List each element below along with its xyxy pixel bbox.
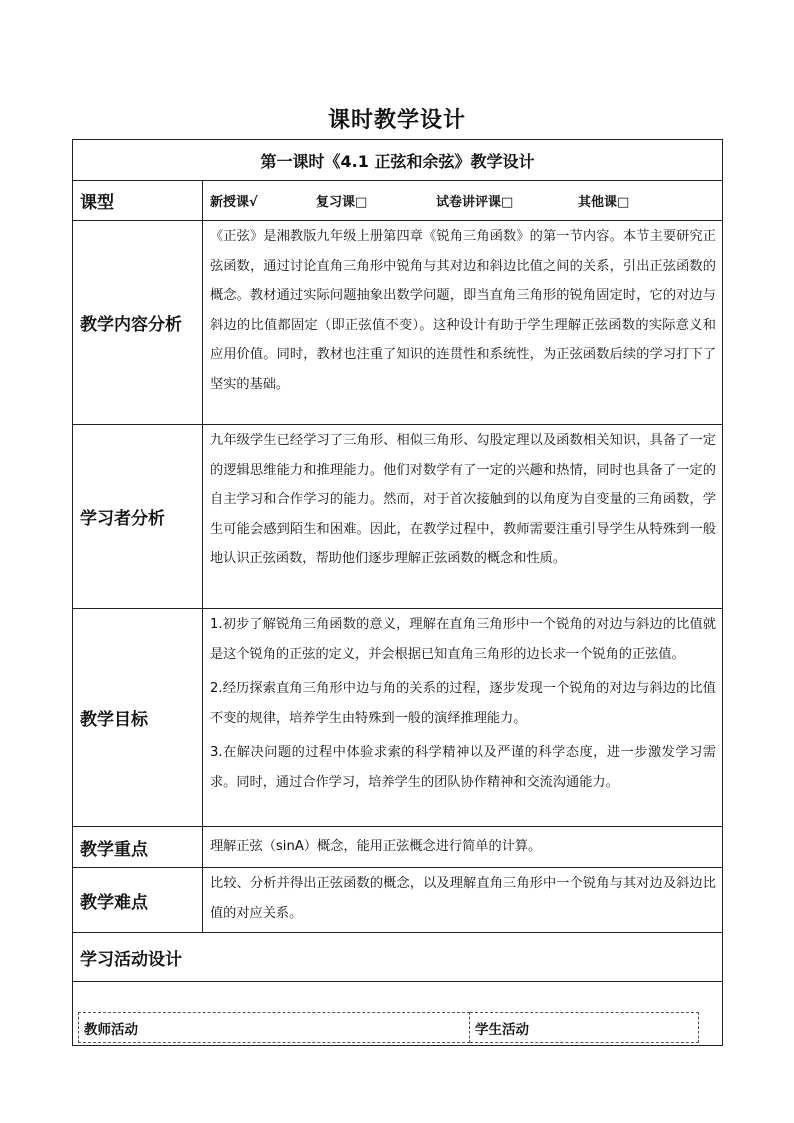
- document-title: 课时教学设计: [327, 108, 466, 133]
- learner-analysis-row: [73, 425, 723, 609]
- activity-design-heading: 学习活动设计: [73, 933, 723, 982]
- key-points-text: 理解正弦（sinA）概念，能用正弦概念进行简单的计算。: [203, 827, 723, 868]
- content-analysis-label: 教学内容分析: [73, 221, 203, 425]
- course-type-test-review: 试卷讲评课□: [436, 195, 514, 210]
- lesson-title: 第一课时《4.1 正弦和余弦》教学设计: [73, 140, 723, 181]
- difficulties-text: 比较、分析并得出正弦函数的概念，以及理解直角三角形中一个锐角与其对边及斜边比值的对应关系。: [203, 868, 723, 933]
- content-analysis-row: [73, 221, 723, 425]
- activity-design-row: [73, 933, 723, 982]
- course-type-review: 复习课□: [316, 195, 368, 210]
- goal-item: 1.初步了解锐角三角函数的意义，理解在直角三角形中一个锐角的对边与斜边的比值就是这个锐角的正弦的定义，并会根据已知直角三角形的边长求一个锐角的正弦值。: [210, 617, 716, 662]
- lesson-design-table: [72, 139, 723, 1046]
- course-type-new: 新授课√: [210, 195, 258, 210]
- content-analysis-text: 《正弦》是湘教版九年级上册第四章《锐角三角函数》的第一节内容。本节主要研究正弦函数，通过讨论直角三角形中锐角与其对边和斜边比值之间的关系，引出正弦函数的概念。教材通过实际问题抽象出数学问题，即当直角三角形的锐角固定时，它的对边与斜边的比值都固定（即正弦值不变）。这种设计有助于学生理解正弦函数的实际意义和应用价值。同时，教材也注重了知识的连贯性和系统性，为正弦函数后续的学习打下了坚实的基础。: [203, 221, 723, 425]
- difficulties-row: [73, 868, 723, 933]
- key-points-label: 教学重点: [73, 827, 203, 868]
- goals-label: 教学目标: [73, 609, 203, 827]
- course-type-label: 课型: [73, 181, 203, 221]
- key-points-row: [73, 827, 723, 868]
- activity-table: [78, 1012, 699, 1043]
- goals-row: [73, 609, 723, 827]
- goal-item: 2.经历探索直角三角形中边与角的关系的过程，逐步发现一个锐角的对边与斜边的比值不变的规律，培养学生由特殊到一般的演绎推理能力。: [210, 681, 716, 726]
- learner-analysis-text: 九年级学生已经学习了三角形、相似三角形、勾股定理以及函数相关知识，具备了一定的逻辑思维能力和推理能力。他们对数学有了一定的兴趣和热情，同时也具备了一定的自主学习和合作学习的能力。然而，对于首次接触到的以角度为自变量的三角函数，学生可能会感到陌生和困难。因此，在教学过程中，教师需要注重引导学生从特殊到一般地认识正弦函数，帮助他们逐步理解正弦函数的概念和性质。: [203, 425, 723, 609]
- lesson-title-row: [73, 140, 723, 181]
- goals-list: [203, 609, 723, 827]
- teacher-activity-header: 教师活动: [79, 1013, 470, 1043]
- student-activity-header: 学生活动: [470, 1013, 699, 1043]
- activity-table-cell: [73, 982, 723, 1046]
- course-type-other: 其他课□: [578, 195, 630, 210]
- goal-item: 3.在解决问题的过程中体验求索的科学精神以及严谨的科学态度，进一步激发学习需求。同时，通过合作学习，培养学生的团队协作精神和交流沟通能力。: [210, 745, 716, 790]
- activity-header-row: [79, 1013, 699, 1043]
- activity-table-row: [73, 982, 723, 1046]
- learner-analysis-label: 学习者分析: [73, 425, 203, 609]
- course-type-row: [73, 181, 723, 221]
- difficulties-label: 教学难点: [73, 868, 203, 933]
- course-type-options: [203, 181, 723, 221]
